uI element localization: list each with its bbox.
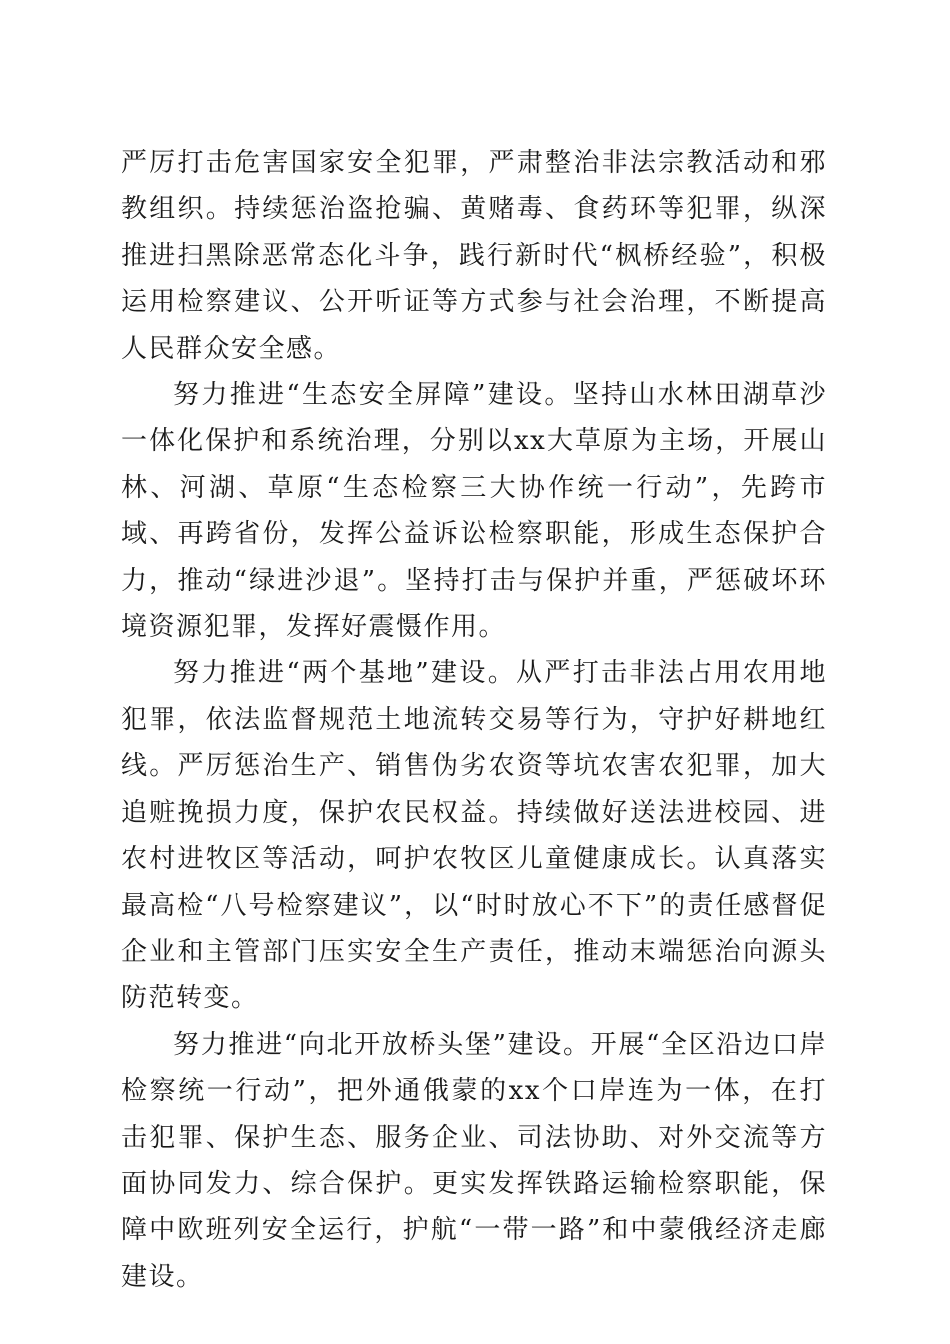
paragraph-continuation: 严厉打击危害国家安全犯罪，严肃整治非法宗教活动和邪教组织。持续惩治盗抢骗、黄赌毒、食药环等犯罪，纵深推进扫黑除恶常态化斗争，践行新时代“枫桥经验”，积极运用检察建议、公开听证等方式参与社会治理，不断提高人民群众安全感。 [121,148,827,364]
paragraph-northern-gateway: 努力推进“向北开放桥头堡”建设。开展“全区沿边口岸检察统一行动”，把外通俄蒙的xx个口岸连为一体，在打击犯罪、保护生态、服务企业、司法协助、对外交流等方面协同发力、综合保护。更实发挥铁路运输检察职能，保障中欧班列安全运行，护航“一带一路”和中蒙俄经济走廊建设。 [121,1029,827,1292]
paragraph-ecological-barrier: 努力推进“生态安全屏障”建设。坚持山水林田湖草沙一体化保护和系统治理，分别以xx大草原为主场，开展山林、河湖、草原“生态检察三大协作统一行动”，先跨市域、再跨省份，发挥公益诉讼检察职能，形成生态保护合力，推动“绿进沙退”。坚持打击与保护并重，严惩破坏环境资源犯罪，发挥好震慑作用。 [121,380,827,643]
document-body [121,140,827,1300]
paragraph-two-bases: 努力推进“两个基地”建设。从严打击非法占用农用地犯罪，依法监督规范土地流转交易等行为，守护好耕地红线。严厉惩治生产、销售伪劣农资等坑农害农犯罪，加大追赃挽损力度，保护农民权益。持续做好送法进校园、进农村进牧区等活动，呵护农牧区儿童健康成长。认真落实最高检“八号检察建议”，以“时时放心不下”的责任感督促企业和主管部门压实安全生产责任，推动末端惩治向源头防范转变。 [121,658,827,1014]
